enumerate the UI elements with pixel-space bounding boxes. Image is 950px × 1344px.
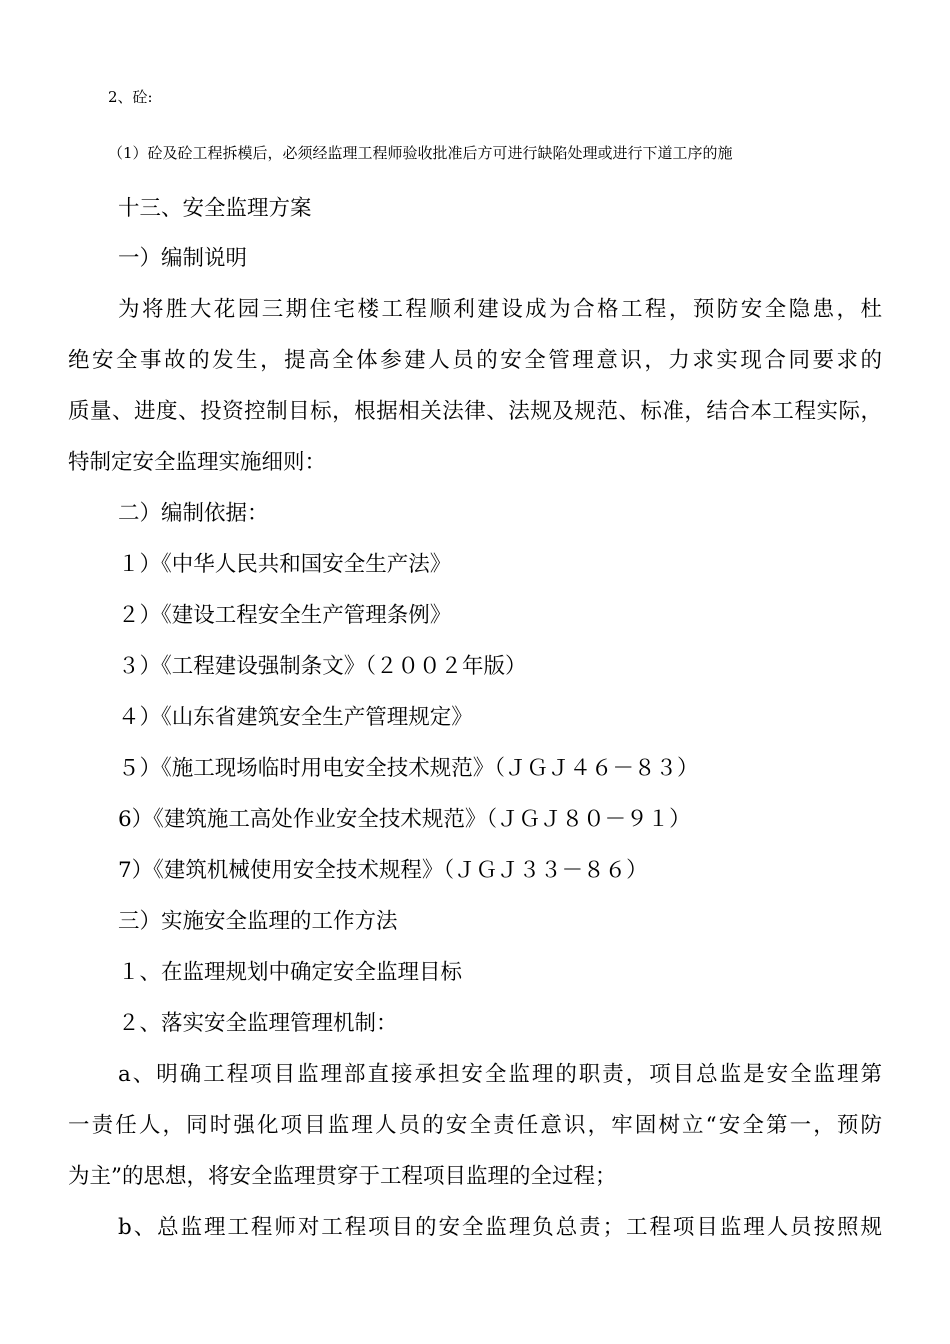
list-item: ５）《施工现场临时用电安全技术规范》（ＪＧＪ４６－８３） bbox=[118, 756, 699, 781]
list-item: 7）《建筑机械使用安全技术规程》（ＪＧＪ３３－８６） bbox=[118, 858, 648, 883]
paragraph-line: 为主”的思想，将安全监理贯穿于工程项目监理的全过程； bbox=[68, 1164, 617, 1189]
paragraph-line: 特制定安全监理实施细则： bbox=[68, 450, 327, 475]
heading-preparation-basis: 二）编制依据： bbox=[118, 501, 269, 526]
paragraph-line: b、总监理工程师对工程项目的安全监理负总责；工程项目监理人员按照规 bbox=[118, 1215, 882, 1240]
subheading-concrete: 2、砼: bbox=[108, 88, 153, 106]
list-item: ４）《山东省建筑安全生产管理规定》 bbox=[118, 705, 473, 730]
paragraph-line: a、明确工程项目监理部直接承担安全监理的职责，项目总监是安全监理第 bbox=[118, 1062, 882, 1087]
list-item: １、在监理规划中确定安全监理目标 bbox=[118, 960, 463, 985]
list-item: ２）《建设工程安全生产管理条例》 bbox=[118, 603, 452, 628]
list-item: １）《中华人民共和国安全生产法》 bbox=[118, 552, 452, 577]
paragraph-line: 为将胜大花园三期住宅楼工程顺利建设成为合格工程，预防安全隐患，杜 bbox=[118, 297, 882, 322]
paragraph-line: 质量、进度、投资控制目标，根据相关法律、法规及规范、标准，结合本工程实际， bbox=[68, 399, 882, 424]
paragraph-line: 绝安全事故的发生，提高全体参建人员的安全管理意识，力求实现合同要求的 bbox=[68, 348, 882, 373]
list-item: ３）《工程建设强制条文》（２００２年版） bbox=[118, 654, 527, 679]
list-item: ２、落实安全监理管理机制： bbox=[118, 1011, 398, 1036]
heading-working-methods: 三）实施安全监理的工作方法 bbox=[118, 909, 398, 934]
list-item: 6）《建筑施工高处作业安全技术规范》（ＪＧＪ８０－９１） bbox=[118, 807, 691, 832]
paragraph-formwork-removal: （1）砼及砼工程拆模后，必须经监理工程师验收批准后方可进行缺陷处理或进行下道工序的施 bbox=[108, 144, 733, 162]
paragraph-line: 一责任人，同时强化项目监理人员的安全责任意识，牢固树立“安全第一，预防 bbox=[68, 1113, 882, 1138]
section-title-safety-plan: 十三、安全监理方案 bbox=[118, 196, 312, 221]
heading-preparation-notes: 一）编制说明 bbox=[118, 246, 248, 271]
